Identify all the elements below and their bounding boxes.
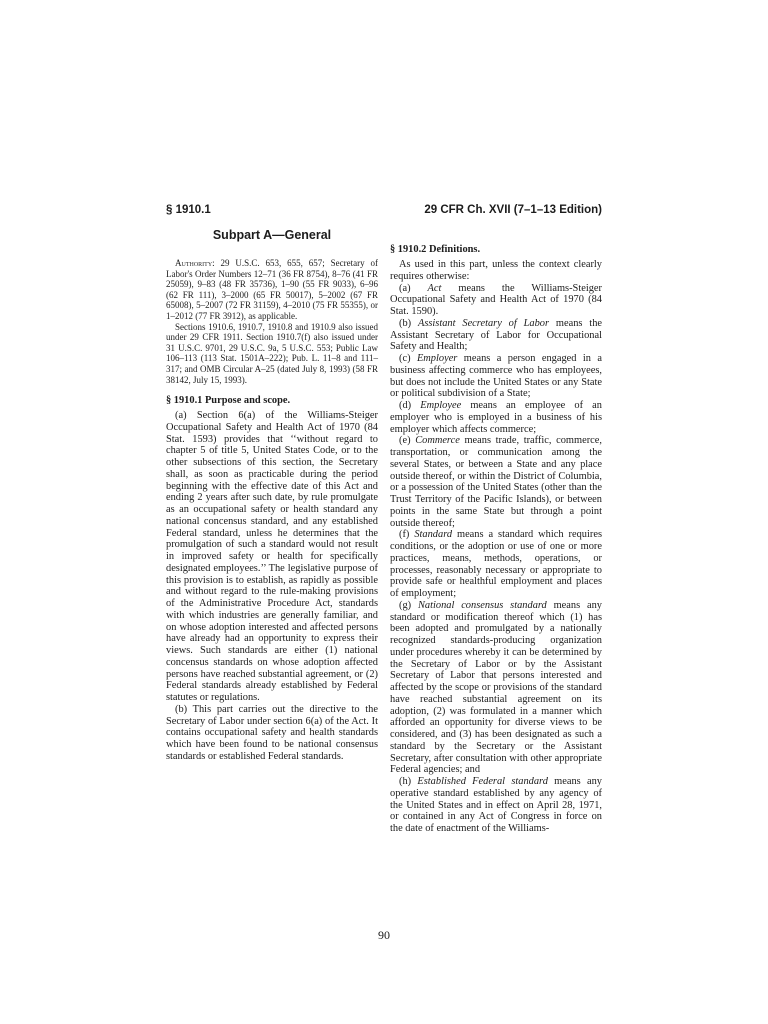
header-edition: 29 CFR Ch. XVII (7–1–13 Edition)	[424, 204, 602, 216]
definition-prefix: (h)	[399, 776, 418, 787]
definition-prefix: (g)	[399, 599, 418, 611]
definition-term: Assistant Secretary of Labor	[417, 317, 550, 329]
definition-prefix: (e)	[399, 435, 416, 447]
definition-item	[390, 435, 602, 529]
definition-item	[390, 318, 602, 353]
header-section-number: § 1910.1	[166, 204, 211, 216]
definition-term: Established Federal standard	[417, 776, 548, 787]
definition-body: means the Williams-Steiger Occupational Safety and Health Act of 1970 (84 Stat. 1590).	[390, 282, 602, 317]
paragraph-a: (a) Section 6(a) of the Williams-Steiger Occupational Safety and Health Act of 1970 (84 Stat. 1593) provides that ‘‘without regard to chapter 5 of title 5, United States Code, or to the other subsections of this section, the Secretary shall, as soon as practicable during the period beginning with the effective date of this Act and ending 2 years after such date, by rule promulgate as an occupational safety or health standard any national concensus standard, and any established Federal standard, unless he determines that the promulgation of such a standard would not result in improved safety or health for specifically designated employees.’’ The legislative purpose of this provision is to establish, as rapidly as possible and without regard to the rule-making provisions of the Administrative Procedure Act, standards with which industries are generally familiar, and on whose adoption interested and affected persons have already had an opportunity to express their views. Such standards are either (1) national concensus standards on whose adoption affected persons have reached substantial agreement, or (2) Federal standards already established by Federal statutes or regulations.	[166, 410, 378, 704]
definitions-intro: As used in this part, unless the context clearly requires otherwise:	[390, 259, 602, 282]
definition-prefix: (f)	[399, 529, 415, 541]
authority-text: : 29 U.S.C. 653, 655, 657; Secretary of Labor's Order Numbers 12–71 (36 FR 8754), 8–76 (41 FR 25059), 9–83 (48 FR 35736), 1–90 (55 FR 9033), 6–96 (62 FR 111), 3–2000 (65 FR 50017), 5–2002 (67 FR 65008), 5–2007 (72 FR 31159), 4–2010 (75 FR 55355), or 1–2012 (77 FR 3912), as applicable.	[166, 258, 378, 321]
authority-paragraph-2: Sections 1910.6, 1910.7, 1910.8 and 1910.9 also issued under 29 CFR 1911. Section 1910.7(f) also issued under 31 U.S.C. 9701, 29 U.S.C. 9a, 5 U.S.C. 553; Public Law 106–113 (113 Stat. 1501A–222); Pub. L. 11–8 and 111–317; and OMB Circular A–25 (dated July 8, 1993) (58 FR 38142, July 15, 1993).	[166, 321, 378, 385]
definition-body: means any operative standard established by any agency of the United States and in effect on April 28, 1971, or contained in any Act of Congress in force on the date of enactment of the Williams-	[390, 776, 603, 834]
definition-term: National consensus standard	[417, 599, 547, 611]
definition-item	[390, 353, 602, 400]
definition-prefix: (a)	[399, 282, 428, 294]
paragraph-b: (b) This part carries out the directive to the Secretary of Labor under section 6(a) of the Act. It contains occupational safety and health standards which have been found to be national consensus standards or established Federal standards.	[166, 703, 378, 762]
definition-body: means any standard or modification thereof which (1) has been adopted and promulgated by a nationally recognized standards-producing organization under procedures whereby it can be determined by the Secretary of Labor or by the Assistant Secretary of Labor that persons interested and affected by the scope or provisions of the standard have reached substantial agreement on its adoption, (2) was formulated in a manner which afforded an opportunity for diverse views to be considered, and (3) has been designated as such a standard by the Secretary or the Assistant Secretary, after consultation with other appropriate Federal agencies; and	[390, 599, 602, 776]
definition-item	[390, 400, 602, 435]
right-column	[390, 244, 602, 835]
definition-body: means trade, traffic, commerce, transportation, or communication among the several States, or between a State and any place outside thereof, or within the District of Columbia, or a possession of the United States (other than the Trust Territory of the Pacific Islands), or between points in the same State but through a point outside thereof;	[390, 435, 602, 529]
definition-prefix: (c)	[399, 353, 417, 364]
authority-paragraph	[166, 258, 378, 322]
definition-body: means an employee of an employer who is employed in a business of his employer which affects commerce;	[390, 400, 602, 435]
definition-term: Act	[427, 282, 442, 294]
definition-term: Employer	[416, 353, 458, 364]
definition-item	[390, 776, 602, 835]
definition-term: Commerce	[415, 435, 460, 447]
definition-body: means a person engaged in a business affecting commerce who has employees, but does not include the United States or any State or political subdivision of a State;	[390, 353, 602, 400]
running-header	[166, 204, 602, 220]
definition-item	[390, 283, 602, 318]
section-heading-1910-2: § 1910.2 Definitions.	[390, 244, 481, 255]
section-heading-1910-1: § 1910.1 Purpose and scope.	[166, 395, 291, 407]
definition-term: Standard	[414, 529, 453, 541]
left-column	[166, 228, 378, 763]
subpart-title: Subpart A—General	[212, 228, 332, 242]
definition-term: Employee	[420, 400, 462, 411]
page-number: 90	[378, 928, 390, 942]
definitions-list	[390, 283, 602, 835]
definition-body: means the Assistant Secretary of Labor for Occupational Safety and Health;	[390, 317, 602, 353]
definition-item	[390, 529, 602, 600]
definition-prefix: (d)	[399, 400, 421, 411]
definition-body: means a standard which requires conditions, or the adoption or use of one or more practices, means, methods, operations, or processes, reasonably necessary or appropriate to provide safe or healthful employment and places of employment;	[390, 529, 602, 599]
definition-item	[390, 600, 602, 776]
definition-prefix: (b)	[399, 317, 418, 329]
authority-label: Authority	[175, 258, 213, 268]
